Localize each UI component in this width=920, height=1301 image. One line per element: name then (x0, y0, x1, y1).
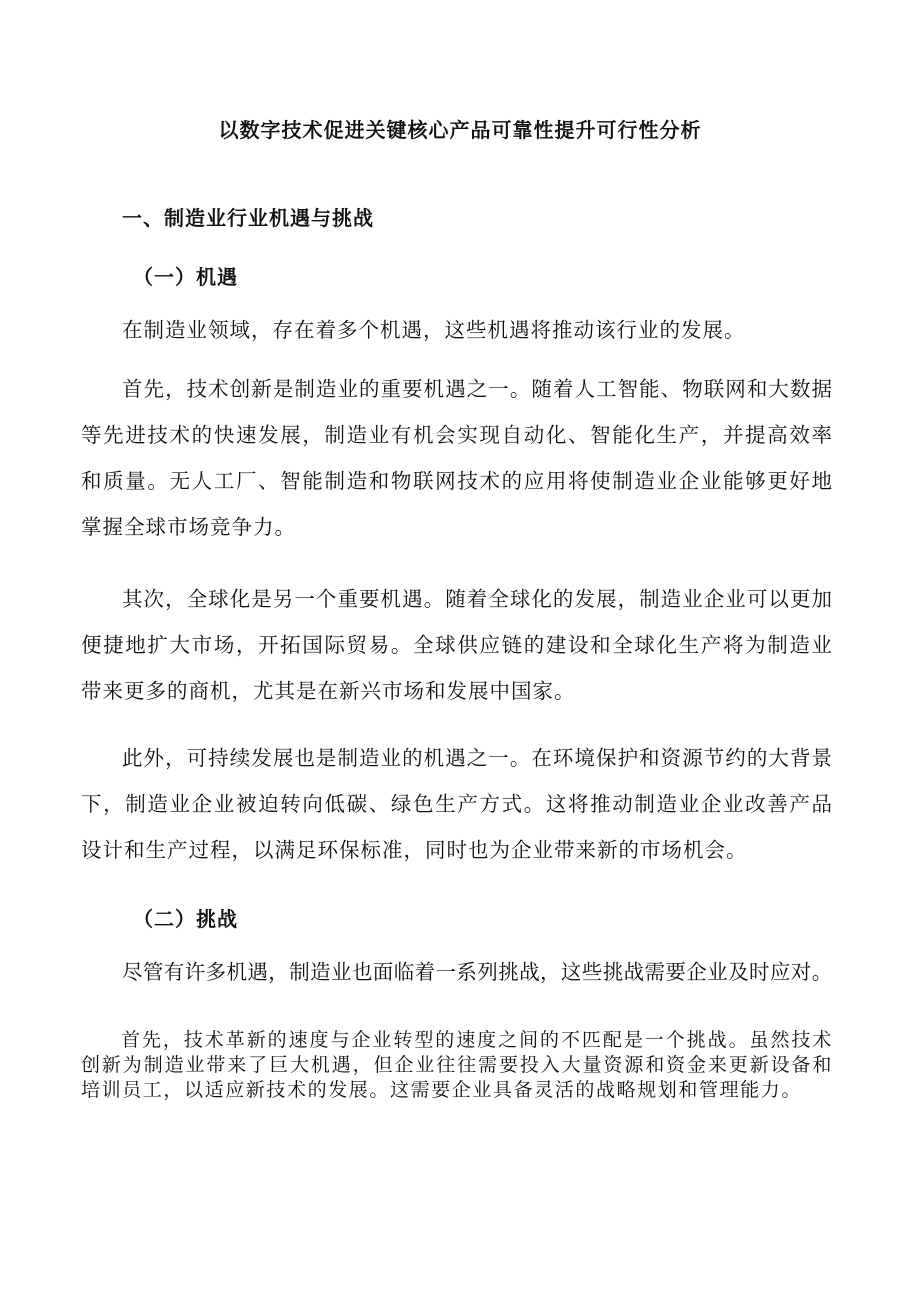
subsection-heading-challenges: （二）挑战 (133, 907, 238, 931)
paragraph-tech-change-mismatch: 首先，技术革新的速度与企业转型的速度之间的不匹配是一个挑战。虽然技术创新为制造业带来了巨大机遇，但企业往往需要投入大量资源和资金来更新设备和培训员工，以适应新技术的发展。这需要企业具备灵活的战略规划和管理能力。 (81, 1029, 833, 1101)
paragraph-opportunities-intro: 在制造业领域，存在着多个机遇，这些机遇将推动该行业的发展。 (122, 318, 746, 342)
section-heading-opportunities-challenges: 一、制造业行业机遇与挑战 (122, 206, 374, 230)
paragraph-tech-innovation: 首先，技术创新是制造业的重要机遇之一。随着人工智能、物联网和大数据等先进技术的快速发展，制造业有机会实现自动化、智能化生产，并提高效率和质量。无人工厂、智能制造和物联网技术的应用将使制造业企业能够更好地掌握全球市场竞争力。 (81, 377, 833, 539)
paragraph-challenges-intro: 尽管有许多机遇，制造业也面临着一系列挑战，这些挑战需要企业及时应对。 (122, 960, 833, 984)
paragraph-globalization: 其次，全球化是另一个重要机遇。随着全球化的发展，制造业企业可以更加便捷地扩大市场，开拓国际贸易。全球供应链的建设和全球化生产将为制造业带来更多的商机，尤其是在新兴市场和发展中国家。 (81, 587, 833, 703)
paragraph-sustainability: 此外，可持续发展也是制造业的机遇之一。在环境保护和资源节约的大背景下，制造业企业被迫转向低碳、绿色生产方式。这将推动制造业企业改善产品设计和生产过程，以满足环保标准，同时也为企业带来新的市场机会。 (81, 746, 833, 862)
document-title: 以数字技术促进关键核心产品可靠性提升可行性分析 (218, 118, 702, 142)
subsection-heading-opportunities: （一）机遇 (133, 265, 238, 289)
